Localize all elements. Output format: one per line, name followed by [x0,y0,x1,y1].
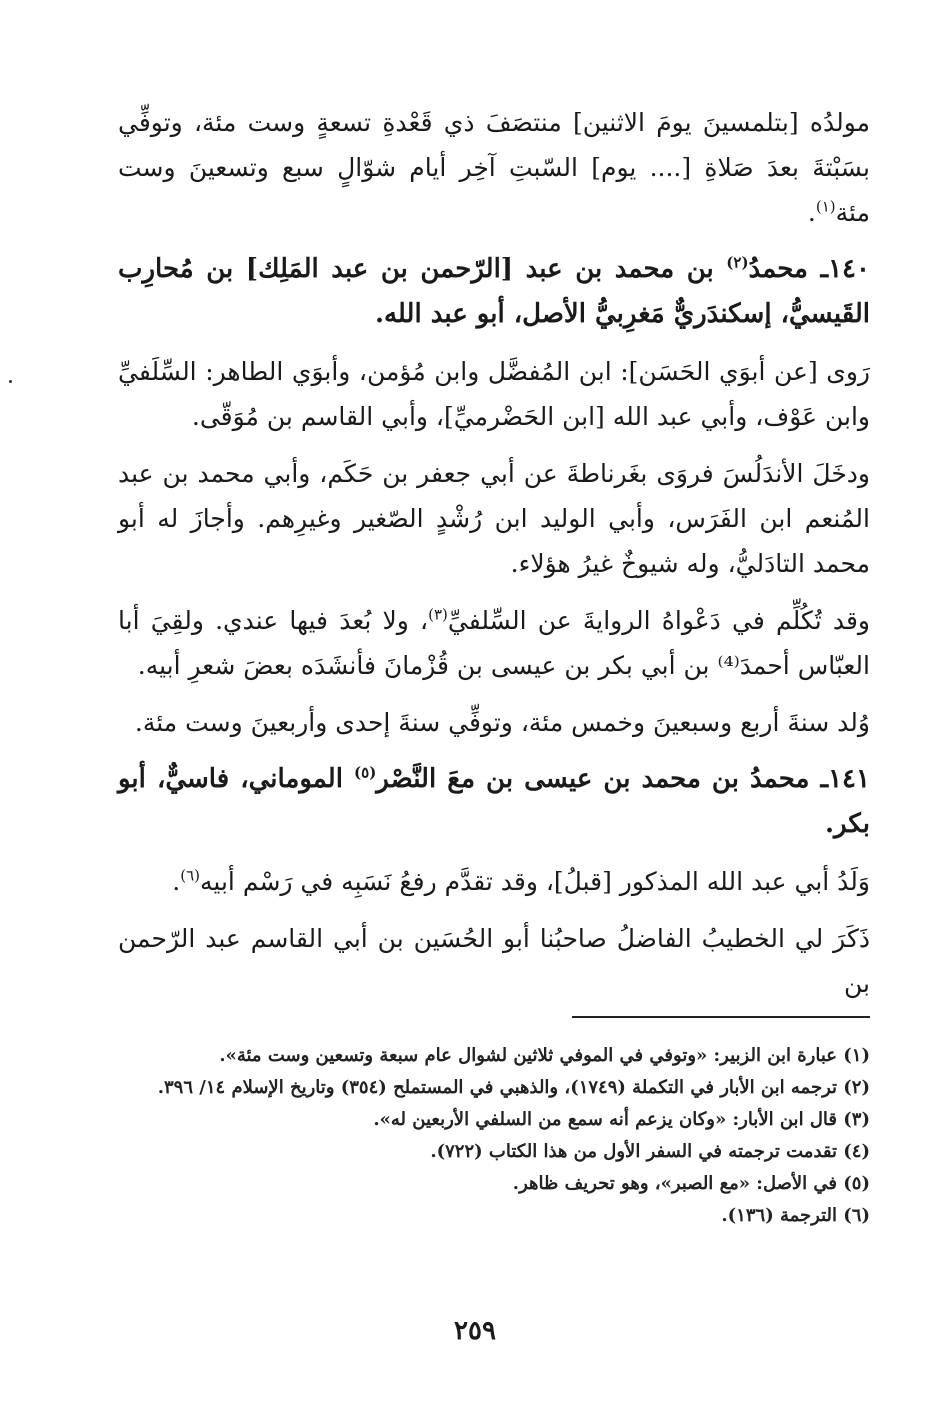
entry-141-heading [118,757,870,847]
paragraph-9 [118,916,870,1006]
paragraph-4 [118,451,870,586]
paragraph-after: . [172,867,181,896]
paragraph-8 [118,859,870,904]
paragraph-text: وقد تُكُلِّم في دَعْواهُ الروايةَ عن السِّلفيِّ [447,606,870,635]
entry-140-heading [118,247,870,337]
paragraph-text: ذَكَرَ لي الخطيبُ الفاضلُ صاحبُنا أبو الحُسَين بن أبي القاسم عبد الرّحمن بن [118,924,870,998]
footnote-6: (٦) الترجمة (١٣٦). [721,1205,870,1226]
paragraph-text: وَلَدُ أبي عبد الله المذكور [قبلُ]، وقد تقدَّم رفعُ نَسَبِه في رَسْم أبيه [200,867,870,896]
paragraph-6 [118,700,870,745]
paragraph-after: بن محمد بن عبد [الرّحمن بن عبد المَلِك] بن مُحارِب القَيسيُّ، إسكندَريٌّ مَغرِبيُّ الأصل، أبو عبد الله. [118,254,870,329]
page-body [118,100,870,1018]
paragraph-after: الموماني، فاسيٌّ، أبو بكر. [118,764,870,839]
paragraph-text: ١٤٠ـ محمدُ [748,254,870,284]
footnote-separator [572,1016,870,1018]
paragraph-text: وُلد سنةَ أربع وسبعينَ وخمس مئة، وتوفِّي سنةَ إحدى وأربعينَ وست مئة. [134,708,870,737]
margin-dot [9,380,12,383]
footnotes [118,1040,870,1232]
page-number: ٢٥٩ [454,1316,496,1346]
paragraph-after: ، ولا بُعدَ فيها عندي. ولقِيَ أبا العبّاس أحمدَ⁽⁴⁾ بن أبي بكر بن عيسى بن قُزْمانَ فأنشَدَه بعضَ شعرِ أبيه. [118,606,870,680]
paragraph-5 [118,598,870,688]
body-text [118,100,870,1006]
paragraph-1 [118,100,870,235]
footnote-ref: (٣) [428,605,448,624]
paragraph-after: . [807,198,816,227]
paragraph-3 [118,349,870,439]
footnote-2: (٢) ترجمه ابن الأبار في التكملة (١٧٤٩)، والذهبي في المستملح (٣٥٤) وتاريخ الإسلام ١٤/ ٣٩٦. [157,1077,870,1098]
footnote-ref: (٥) [354,763,377,782]
footnote-1: (١) عبارة ابن الزبير: «وتوفي في الموفي ثلاثين لشوال عام سبعة وتسعين وست مئة». [219,1045,870,1066]
footnote-ref: (٢) [726,253,749,272]
paragraph-text: مولدُه [بتلمسينَ يومَ الاثنين] منتصَفَ ذي قَعْدةِ تسعةٍ وست مئة، وتوفِّي بسَبْتةَ بعدَ صَلاةِ [.... يوم] السّبتِ آخِر أيام شوّالٍ سبع وتسعينَ وست مئة [118,108,870,227]
footnote-5: (٥) في الأصل: «مع الصبر»، وهو تحريف ظاهر. [512,1173,870,1194]
paragraph-text: ودخَلَ الأندَلُسَ فروَى بغَرناطةَ عن أبي جعفر بن حَكَم، وأبي محمد بن عبد المُنعم ابن الفَرَس، وأبي الوليد ابن رُشْدٍ الصّغير وغيرِهم. وأجازَ له أبو محمد التادَليُّ، وله شيوخٌ غيرُ هؤلاء. [118,459,870,578]
footnote-ref: (٦) [180,866,201,885]
paragraph-text: ١٤١ـ محمدُ بن محمد بن عيسى بن معَ النَّصْر [376,764,870,794]
footnote-4: (٤) تقدمت ترجمته في السفر الأول من هذا الكتاب (٧٢٢). [430,1141,870,1162]
footnote-3: (٣) قال ابن الأبار: «وكان يزعم أنه سمع من السلفي الأربعين له». [373,1109,870,1130]
footnote-ref: (١) [815,197,836,216]
paragraph-text: رَوى [عن أبوَي الحَسَن]: ابن المُفضَّل وابن مُؤمن، وأبوَي الطاهر: السِّلَفيِّ وابن عَوْف، وأبي عبد الله [ابن الحَضْرميِّ]، وأبي القاسم بن مُوَقّى. [118,357,870,431]
